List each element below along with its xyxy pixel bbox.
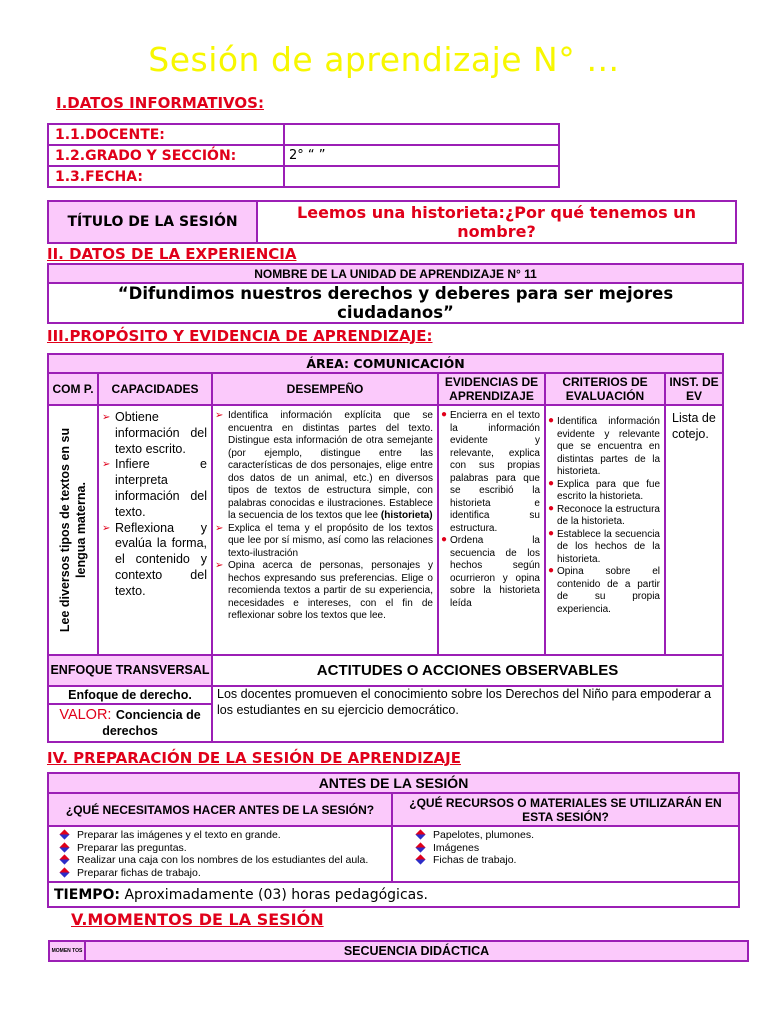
valor-value: Conciencia de derechos [102, 708, 201, 738]
unidad-value: “Difundimos nuestros derechos y deberes para ser mejores ciudadanos” [48, 283, 743, 323]
antes-label: ANTES DE LA SESIÓN [48, 773, 739, 793]
valor-label: VALOR: [59, 707, 112, 723]
proposito-table [47, 353, 724, 743]
instrumento-cell: Lista de cotejo. [665, 405, 723, 655]
actitud-text: Los docentes promueven el conocimiento sobre los Derechos del Niño para empoderar a los estudiantes en su ejercicio democrático. [212, 686, 723, 742]
unidad-label: NOMBRE DE LA UNIDAD DE APRENDIZAJE N° 11 [48, 264, 743, 283]
capacidad-item: ➢ Infiere e interpreta información del texto. [102, 457, 207, 519]
enfoque-value: Enfoque de derecho. [48, 686, 212, 704]
desempeno-item: ➢ Explica el tema y el propósito de los textos que lee por sí mismo, así como las relaciones texto-ilustración [215, 522, 433, 559]
tiempo-value: Aproximadamente (03) horas pedagógicas. [124, 886, 428, 903]
recurso-item: Imágenes [405, 842, 738, 855]
col1-header: ¿QUÉ NECESITAMOS HACER ANTES DE LA SESIÓN? [48, 793, 392, 826]
section-heading-datos-informativos: I.DATOS INFORMATIVOS: [56, 94, 264, 112]
bullet-icon [59, 867, 69, 877]
competencia-text: Lee diversos tipos de textos en su lengua materna. [58, 427, 88, 633]
col-header-criterios: CRITERIOS DE EVALUACIÓN [545, 373, 665, 405]
docente-label: 1.1.DOCENTE: [48, 124, 284, 145]
tiempo-label: TIEMPO: [54, 886, 121, 903]
evidencia-item: ● Ordena la secuencia de los hechos según ocurrieron y opina sobre la historieta leída [441, 534, 540, 609]
competencia-cell [48, 405, 98, 655]
col-header-comp: COM P. [48, 373, 98, 405]
criterio-item: ● Identifica información evidente y relevante que se encuentra en distintas partes de la historieta. [548, 415, 660, 477]
desempeno-item: ➢ Opina acerca de personas, personajes y hechos expresando sus preferencias. Elige o recomienda textos a partir de su experiencia, necesidades e intereses, con el fin de reflexionar sobre los textos que lee. [215, 560, 433, 621]
momentos-col1: MOMEN TOS [49, 941, 85, 961]
bullet-icon [415, 855, 425, 865]
evidencias-cell [438, 405, 545, 655]
col-header-desempeno: DESEMPEÑO [212, 373, 438, 405]
capacidad-item: ➢ Reflexiona y evalúa la forma, el contenido y contexto del texto. [102, 520, 207, 598]
section-heading-preparacion: IV. PREPARACIÓN DE LA SESIÓN DE APRENDIZAJE [47, 749, 461, 767]
page-title: Sesión de aprendizaje N° … [148, 40, 620, 79]
preparacion-item: Preparar las preguntas. [49, 842, 391, 855]
momentos-col2: SECUENCIA DIDÁCTICA [85, 941, 748, 961]
criterio-item: ● Opina sobre el contenido de a partir de su propia experiencia. [548, 565, 660, 615]
preparacion-item: Preparar fichas de trabajo. [49, 867, 391, 880]
bullet-icon [59, 829, 69, 839]
tiempo-cell [48, 882, 739, 907]
actitudes-label: ACTITUDES O ACCIONES OBSERVABLES [212, 655, 723, 686]
criterio-item: ● Explica para que fue escrito la historieta. [548, 477, 660, 502]
col2-header: ¿QUÉ RECURSOS O MATERIALES SE UTILIZARÁN EN ESTA SESIÓN? [392, 793, 739, 826]
evidencia-item: ● Encierra en el texto la información evidente y relevante, explica con sus propias palabras para que se escribió la historieta e identifica su estructura. [441, 409, 540, 534]
section-heading-proposito: III.PROPÓSITO Y EVIDENCIA DE APRENDIZAJE: [47, 327, 433, 345]
bullet-icon [59, 842, 69, 852]
bullet-icon [415, 842, 425, 852]
area-label: ÁREA: COMUNICACIÓN [48, 354, 723, 373]
recurso-item: Papelotes, plumones. [405, 829, 738, 842]
col-header-instrumento: INST. DE EV [665, 373, 723, 405]
grado-label: 1.2.GRADO Y SECCIÓN: [48, 145, 284, 166]
desempeno-cell [212, 405, 438, 655]
valor-cell [48, 704, 212, 742]
enfoque-label: ENFOQUE TRANSVERSAL [48, 655, 212, 686]
capacidades-cell [98, 405, 212, 655]
criterio-item: ● Establece la secuencia de los hechos de la historieta. [548, 527, 660, 565]
capacidad-item: ➢ Obtiene información del texto escrito. [102, 410, 207, 456]
preparacion-item: Realizar una caja con los nombres de los estudiantes del aula. [49, 854, 391, 867]
criterio-item: ● Reconoce la estructura de la historieta. [548, 502, 660, 527]
titulo-sesion-table [47, 200, 737, 244]
desempeno-item: ➢ Identifica información explícita que se encuentra en distintas partes del texto. Distingue esta información de otra semejante (por ejemplo, distingue entre las características de dos personajes, elige entre dos datos de un animal, etc.) en diversos tipos de textos de estructura simple, con palabras conocidas e ilustraciones. Establece la secuencia de los textos que lee (historieta) [215, 410, 433, 521]
preparacion-table [47, 772, 740, 908]
col1-items-cell [48, 826, 392, 882]
preparacion-item: Preparar las imágenes y el texto en grande. [49, 829, 391, 842]
recurso-item: Fichas de trabajo. [405, 854, 738, 867]
unidad-table [47, 263, 744, 324]
fecha-label: 1.3.FECHA: [48, 166, 284, 187]
criterios-cell [545, 405, 665, 655]
col-header-capacidades: CAPACIDADES [98, 373, 212, 405]
bullet-icon [415, 829, 425, 839]
fecha-value [284, 166, 559, 187]
docente-value [284, 124, 559, 145]
bullet-icon [59, 855, 69, 865]
col2-items-cell [392, 826, 739, 882]
grado-value: 2° “ ” [284, 145, 559, 166]
section-heading-momentos: V.MOMENTOS DE LA SESIÓN [71, 910, 324, 929]
datos-informativos-table [47, 123, 560, 188]
col-header-evidencias: EVIDENCIAS DE APRENDIZAJE [438, 373, 545, 405]
titulo-sesion-label: TÍTULO DE LA SESIÓN [48, 201, 257, 243]
titulo-sesion-value: Leemos una historieta:¿Por qué tenemos un nombre? [257, 201, 736, 243]
momentos-table [48, 940, 749, 962]
section-heading-datos-experiencia: II. DATOS DE LA EXPERIENCIA [47, 245, 297, 263]
